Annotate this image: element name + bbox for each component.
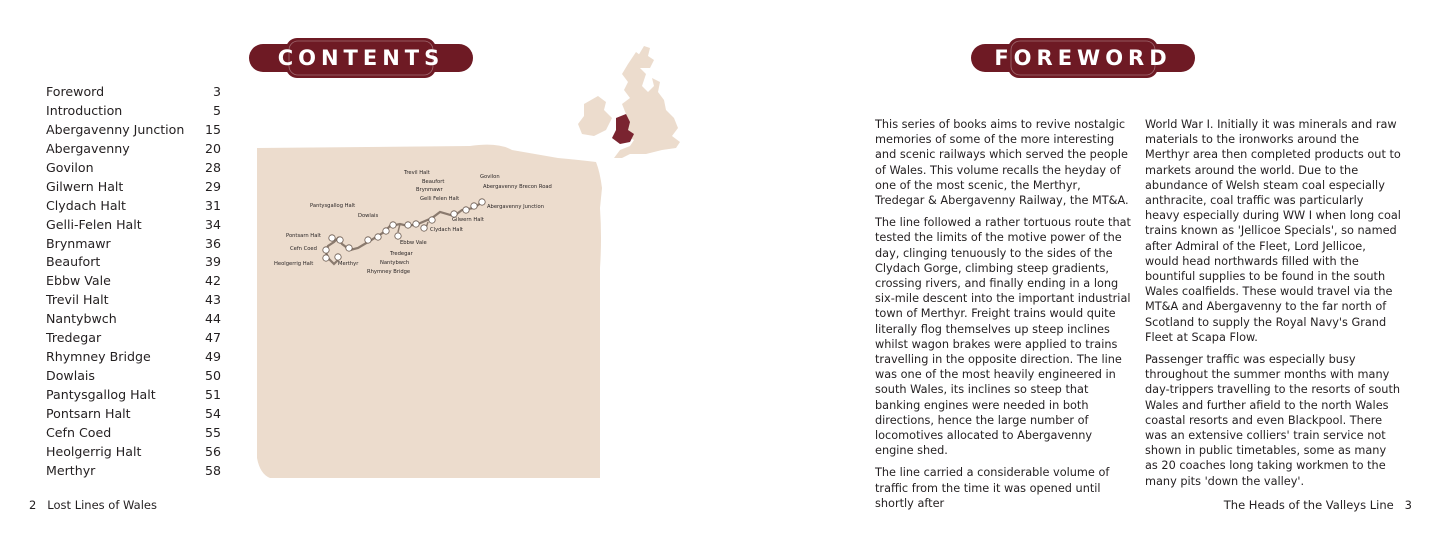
paragraph: Passenger traffic was especially busy throughout the summer months with many day-trippers travelling to the resorts of south Wales and further afield to the north Wales coastal resorts and even Blackpool. There was an extensive colliers' train service not shown in public timetables, some as many as 20 coaches long taking workmen to the many pits 'down the valley'. [1145, 353, 1401, 488]
station-beaufort [390, 222, 396, 228]
toc-entry-title: Rhymney Bridge [46, 349, 151, 365]
paragraph: The line carried a considerable volume of traffic from the time it was opened until shortly after [875, 466, 1110, 510]
toc-entry-page: 20 [204, 140, 221, 156]
map-region [257, 145, 602, 478]
toc-entry-title: Dowlais [46, 368, 95, 384]
route-map [250, 38, 700, 478]
map-label: Clydach Halt [430, 227, 463, 233]
paragraph: The line followed a rather tortuous route that tested the limits of the motive power of the day, clinging tenuously to the sides of the Clydach Gorge, climbing steep gradients, crossing rivers, and finally ending in a long six-mile descent into the important industrial town of Merthyr. Freight trains would quite literally flog themselves up steep inclines whilst wagon brakes were applied to trains travelling in the opposite direction. The line was one of the most heavily engineered in south Wales, its inclines so steep that banking engines were needed in both directions, hence the large number of locomotives allocated to Abergavenny engine shed. [875, 216, 1131, 458]
station-ebbw-vale [395, 233, 401, 239]
map-label: Abergavenny Junction [487, 204, 544, 210]
toc-entry-title: Nantybwch [46, 311, 117, 327]
map-label: Merthyr [338, 261, 359, 267]
foreword-heading-banner [971, 38, 1195, 78]
map-label: Nantybwch [380, 260, 410, 266]
toc-entry-page: 29 [204, 178, 221, 194]
station-pontsarn-halt [329, 235, 335, 241]
toc-entry-page: 36 [204, 235, 221, 251]
toc-entry-page: 43 [204, 292, 221, 308]
toc-entry-title: Govilon [46, 159, 94, 175]
foreword-heading: FOREWORD [994, 46, 1172, 70]
toc-entry-title: Beaufort [46, 254, 101, 270]
toc-entry-title: Heolgerrig Halt [46, 443, 142, 459]
toc-entry [46, 442, 221, 461]
station-gelli-felen-halt [413, 221, 419, 227]
map-label: Pontsarn Halt [286, 233, 321, 239]
map-label: Trevil Halt [404, 170, 430, 176]
toc-entry-page: 44 [204, 311, 221, 327]
map-label: Cefn Coed [290, 246, 317, 252]
map-label: Abergavenny Brecon Road [483, 184, 552, 190]
paragraph: This series of books aims to revive nostalgic memories of some of the more interesting and scenic railways which served the people of Wales. This volume recalls the heyday of one of the most scenic, the Merthyr, Tredegar & Abergavenny Railway, the MT&A. [875, 118, 1129, 208]
toc-entry-page: 3 [212, 84, 221, 99]
map-label: Dowlais [358, 213, 379, 219]
toc-entry-title: Gilwern Halt [46, 178, 124, 194]
station-abergavenny-brecon-road [471, 203, 477, 209]
toc-entry [46, 366, 221, 385]
toc-entry [46, 196, 221, 215]
foreword-column-2 [1145, 117, 1401, 496]
toc-entry-page: 28 [204, 159, 221, 175]
map-label: Rhymney Bridge [367, 269, 411, 275]
station-pantysgallog-halt [337, 237, 343, 243]
map-label: Ebbw Vale [400, 240, 427, 246]
station-merthyr [335, 254, 341, 260]
toc-entry [46, 328, 221, 347]
toc-entry-page: 58 [204, 462, 221, 478]
page-number-right: 3 [1404, 498, 1412, 512]
toc-entry [46, 234, 221, 253]
contents-heading: CONTENTS [277, 46, 445, 70]
toc-entry-page: 49 [204, 349, 221, 365]
toc-entry [46, 158, 221, 177]
toc-entry-title: Merthyr [46, 462, 96, 478]
toc-entry-title: Tredegar [46, 330, 102, 346]
map-label: Brynmawr [416, 187, 443, 193]
toc-entry-page: 47 [204, 330, 221, 346]
map-label: Gelli Felen Halt [420, 196, 460, 202]
toc-entry-title: Brynmawr [46, 235, 111, 251]
british-isles-inset [578, 46, 680, 158]
book-title-right: The Heads of the Valleys Line [1223, 498, 1394, 512]
toc-entry [46, 139, 221, 158]
toc-entry-title: Pontsarn Halt [46, 405, 131, 421]
map-label: Heolgerrig Halt [274, 261, 314, 267]
station-abergavenny-junction [479, 199, 485, 205]
station-tredegar [421, 225, 427, 231]
map-label: Gilwern Halt [452, 217, 484, 223]
station-dowlais [346, 245, 352, 251]
toc-entry [46, 385, 221, 404]
toc-entry [46, 177, 221, 196]
map-label: Pantysgallog Halt [310, 203, 356, 209]
toc-entry [46, 101, 221, 120]
toc-entry [46, 215, 221, 234]
paragraph: World War I. Initially it was minerals and raw materials to the ironworks around the Merthyr area then completed products out to markets around the world. Due to the abundance of Welsh steam coal especially anthracite, coal traffic was particularly heavy especially during WW I when long coal trains known as 'Jellicoe Specials', so named after Admiral of the Fleet, Lord Jellicoe, would head northwards filled with the bountiful supplies to be found in the south Wales coalfields. These would travel via the MT&A and Abergavenny to the far north of Scotland to supply the Royal Navy's Grand Fleet at Scapa Flow. [1145, 118, 1401, 344]
toc-entry [46, 347, 221, 366]
toc-entry-title: Introduction [46, 102, 123, 118]
toc-entry-page: 39 [204, 254, 221, 270]
toc-entry [46, 290, 221, 309]
toc-entry-page: 56 [204, 443, 221, 459]
toc-entry-title: Cefn Coed [46, 424, 112, 440]
station-clydach-halt [429, 217, 435, 223]
station-trevil-halt [383, 228, 389, 234]
page-number-left: 2 [29, 498, 37, 512]
station-heolgerrig-halt [323, 255, 329, 261]
toc-entry-page: 42 [204, 273, 221, 289]
toc-entry-page: 15 [204, 121, 221, 137]
station-nantybwch [375, 234, 381, 240]
map-label: Beaufort [422, 179, 445, 185]
toc-entry-page: 55 [204, 424, 221, 440]
map-label: Govilon [480, 174, 500, 180]
toc-entry [46, 309, 221, 328]
toc-entry-page: 5 [212, 102, 221, 118]
toc-entry-title: Ebbw Vale [46, 273, 111, 289]
station-govilon [463, 207, 469, 213]
toc-entry-title: Clydach Halt [46, 197, 126, 213]
toc-entry [46, 82, 221, 101]
toc-entry [46, 252, 221, 271]
toc-entry-page: 51 [204, 387, 221, 402]
toc-entry-title: Pantysgallog Halt [46, 387, 156, 402]
toc-entry-title: Abergavenny [46, 140, 130, 156]
toc-entry [46, 120, 221, 139]
toc-entry-page: 54 [204, 405, 221, 421]
station-cefn-coed [323, 247, 329, 253]
toc-entry-page: 34 [204, 216, 221, 232]
toc-entry [46, 461, 221, 480]
footer-left [29, 498, 157, 512]
map-label: Tredegar [390, 251, 413, 257]
toc-entry [46, 271, 221, 290]
toc-entry-page: 50 [204, 368, 221, 384]
station-brynmawr [405, 222, 411, 228]
station-rhymney-bridge [365, 237, 371, 243]
toc-entry-title: Gelli-Felen Halt [46, 216, 142, 232]
book-title-left: Lost Lines of Wales [47, 498, 157, 512]
foreword-column-1 [875, 117, 1131, 518]
toc-entry-title: Trevil Halt [46, 292, 109, 308]
toc-entry [46, 423, 221, 442]
toc-entry-title: Foreword [46, 84, 105, 99]
toc-entry [46, 404, 221, 423]
footer-right [1224, 498, 1412, 512]
table-of-contents [46, 82, 221, 480]
toc-entry-title: Abergavenny Junction [46, 121, 185, 137]
toc-entry-page: 31 [204, 197, 221, 213]
